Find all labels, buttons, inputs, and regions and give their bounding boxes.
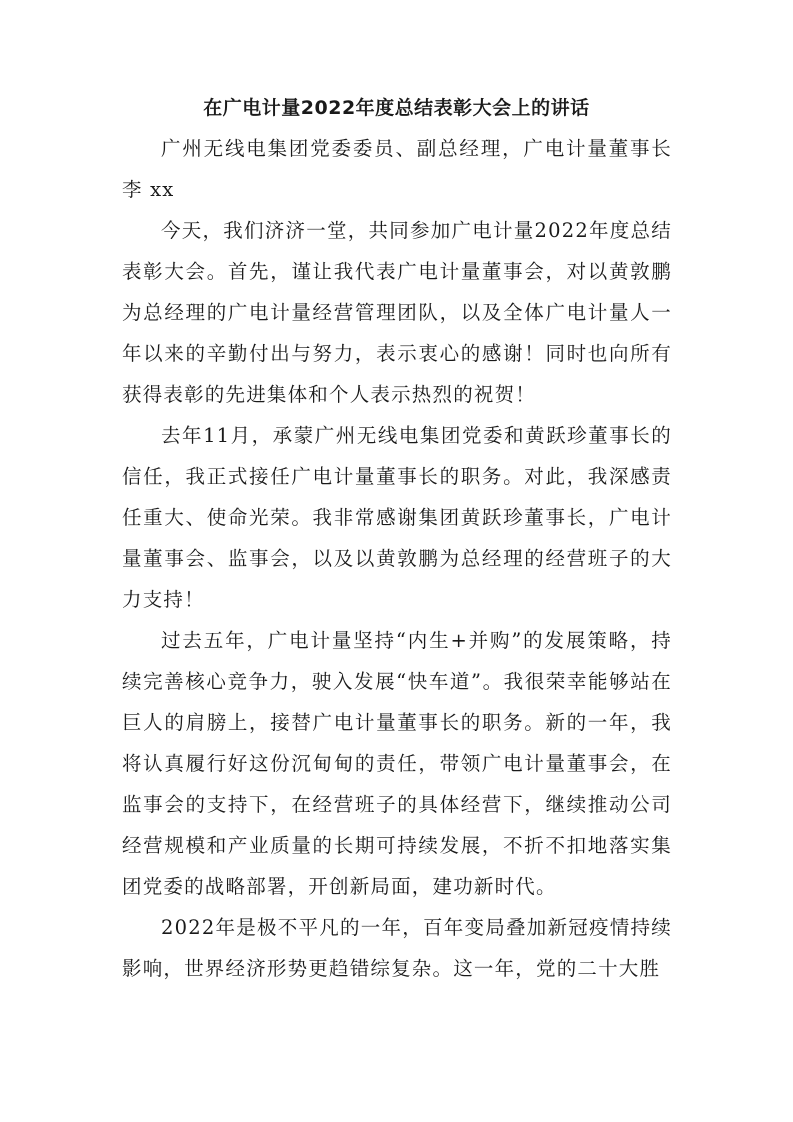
document-body	[122, 128, 672, 989]
document-title: 在广电计量2022年度总结表彰大会上的讲话	[203, 97, 590, 119]
paragraph-4: 2022年是极不平凡的一年，百年变局叠加新冠疫情持续影响，世界经济形势更趋错综复杂。这一年，党的二十大胜	[122, 916, 672, 980]
byline: 广州无线电集团党委委员、副总经理，广电计量董事长李 xx	[122, 137, 672, 201]
paragraph-1: 今天，我们济济一堂，共同参加广电计量2022年度总结表彰大会。首先，谨让我代表广电计量董事会，对以黄敦鹏为总经理的广电计量经营管理团队，以及全体广电计量人一年以来的辛勤付出与努力，表示衷心的感谢！同时也向所有获得表彰的先进集体和个人表示热烈的祝贺！	[122, 219, 672, 406]
paragraph-3: 过去五年，广电计量坚持“内生+并购”的发展策略，持续完善核心竞争力，驶入发展“快车道”。我很荣幸能够站在巨人的肩膀上，接替广电计量董事长的职务。新的一年，我将认真履行好这份沉甸甸的责任，带领广电计量董事会，在监事会的支持下，在经营班子的具体经营下，继续推动公司经营规模和产业质量的长期可持续发展，不折不扣地落实集团党委的战略部署，开创新局面，建功新时代。	[122, 629, 672, 898]
paragraph-2: 去年11月，承蒙广州无线电集团党委和黄跃珍董事长的信任，我正式接任广电计量董事长的职务。对此，我深感责任重大、使命光荣。我非常感谢集团黄跃珍董事长，广电计量董事会、监事会，以及以黄敦鹏为总经理的经营班子的大力支持！	[122, 424, 672, 611]
